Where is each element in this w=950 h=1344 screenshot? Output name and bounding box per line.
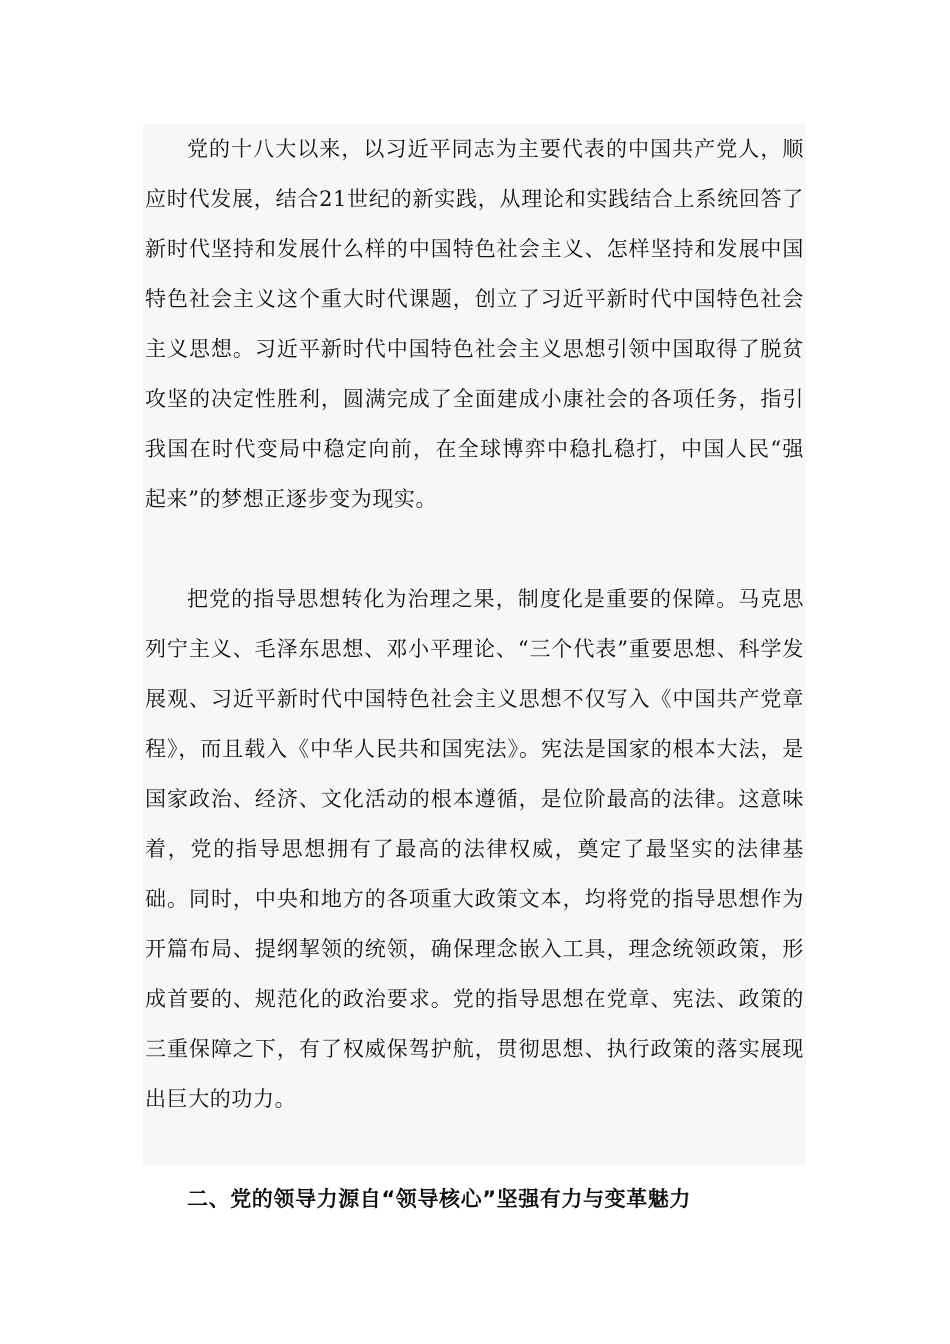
- paragraph-1: 党的十八大以来，以习近平同志为主要代表的中国共产党人，顺应时代发展，结合21世纪的新实践，从理论和实践结合上系统回答了新时代坚持和发展什么样的中国特色社会主义、怎样坚持和发展中国特色社会主义这个重大时代课题，创立了习近平新时代中国特色社会主义思想。习近平新时代中国特色社会主义思想引领中国取得了脱贫攻坚的决定性胜利，圆满完成了全面建成小康社会的各项任务，指引我国在时代变局中稳定向前，在全球博弈中稳扎稳打，中国人民“强起来”的梦想正逐步变为现实。: [145, 137, 804, 511]
- section-heading: 二、党的领导力源自“领导核心”坚强有力与变革魅力: [187, 1187, 692, 1211]
- document-body: [145, 124, 804, 1224]
- paragraph-2: 把党的指导思想转化为治理之果，制度化是重要的保障。马克思列宁主义、毛泽东思想、邓小平理论、“三个代表”重要思想、科学发展观、习近平新时代中国特色社会主义思想不仅写入《中国共产党章程》，而且载入《中华人民共和国宪法》。宪法是国家的根本大法，是国家政治、经济、文化活动的根本遵循，是位阶最高的法律。这意味着，党的指导思想拥有了最高的法律权威，奠定了最坚实的法律基础。同时，中央和地方的各项重大政策文本，均将党的指导思想作为开篇布局、提纲挈领的统领，确保理念嵌入工具，理念统领政策，形成首要的、规范化的政治要求。党的指导思想在党章、宪法、政策的三重保障之下，有了权威保驾护航，贯彻思想、执行政策的落实展现出巨大的功力。: [145, 587, 804, 1111]
- text-block: [143, 124, 806, 1211]
